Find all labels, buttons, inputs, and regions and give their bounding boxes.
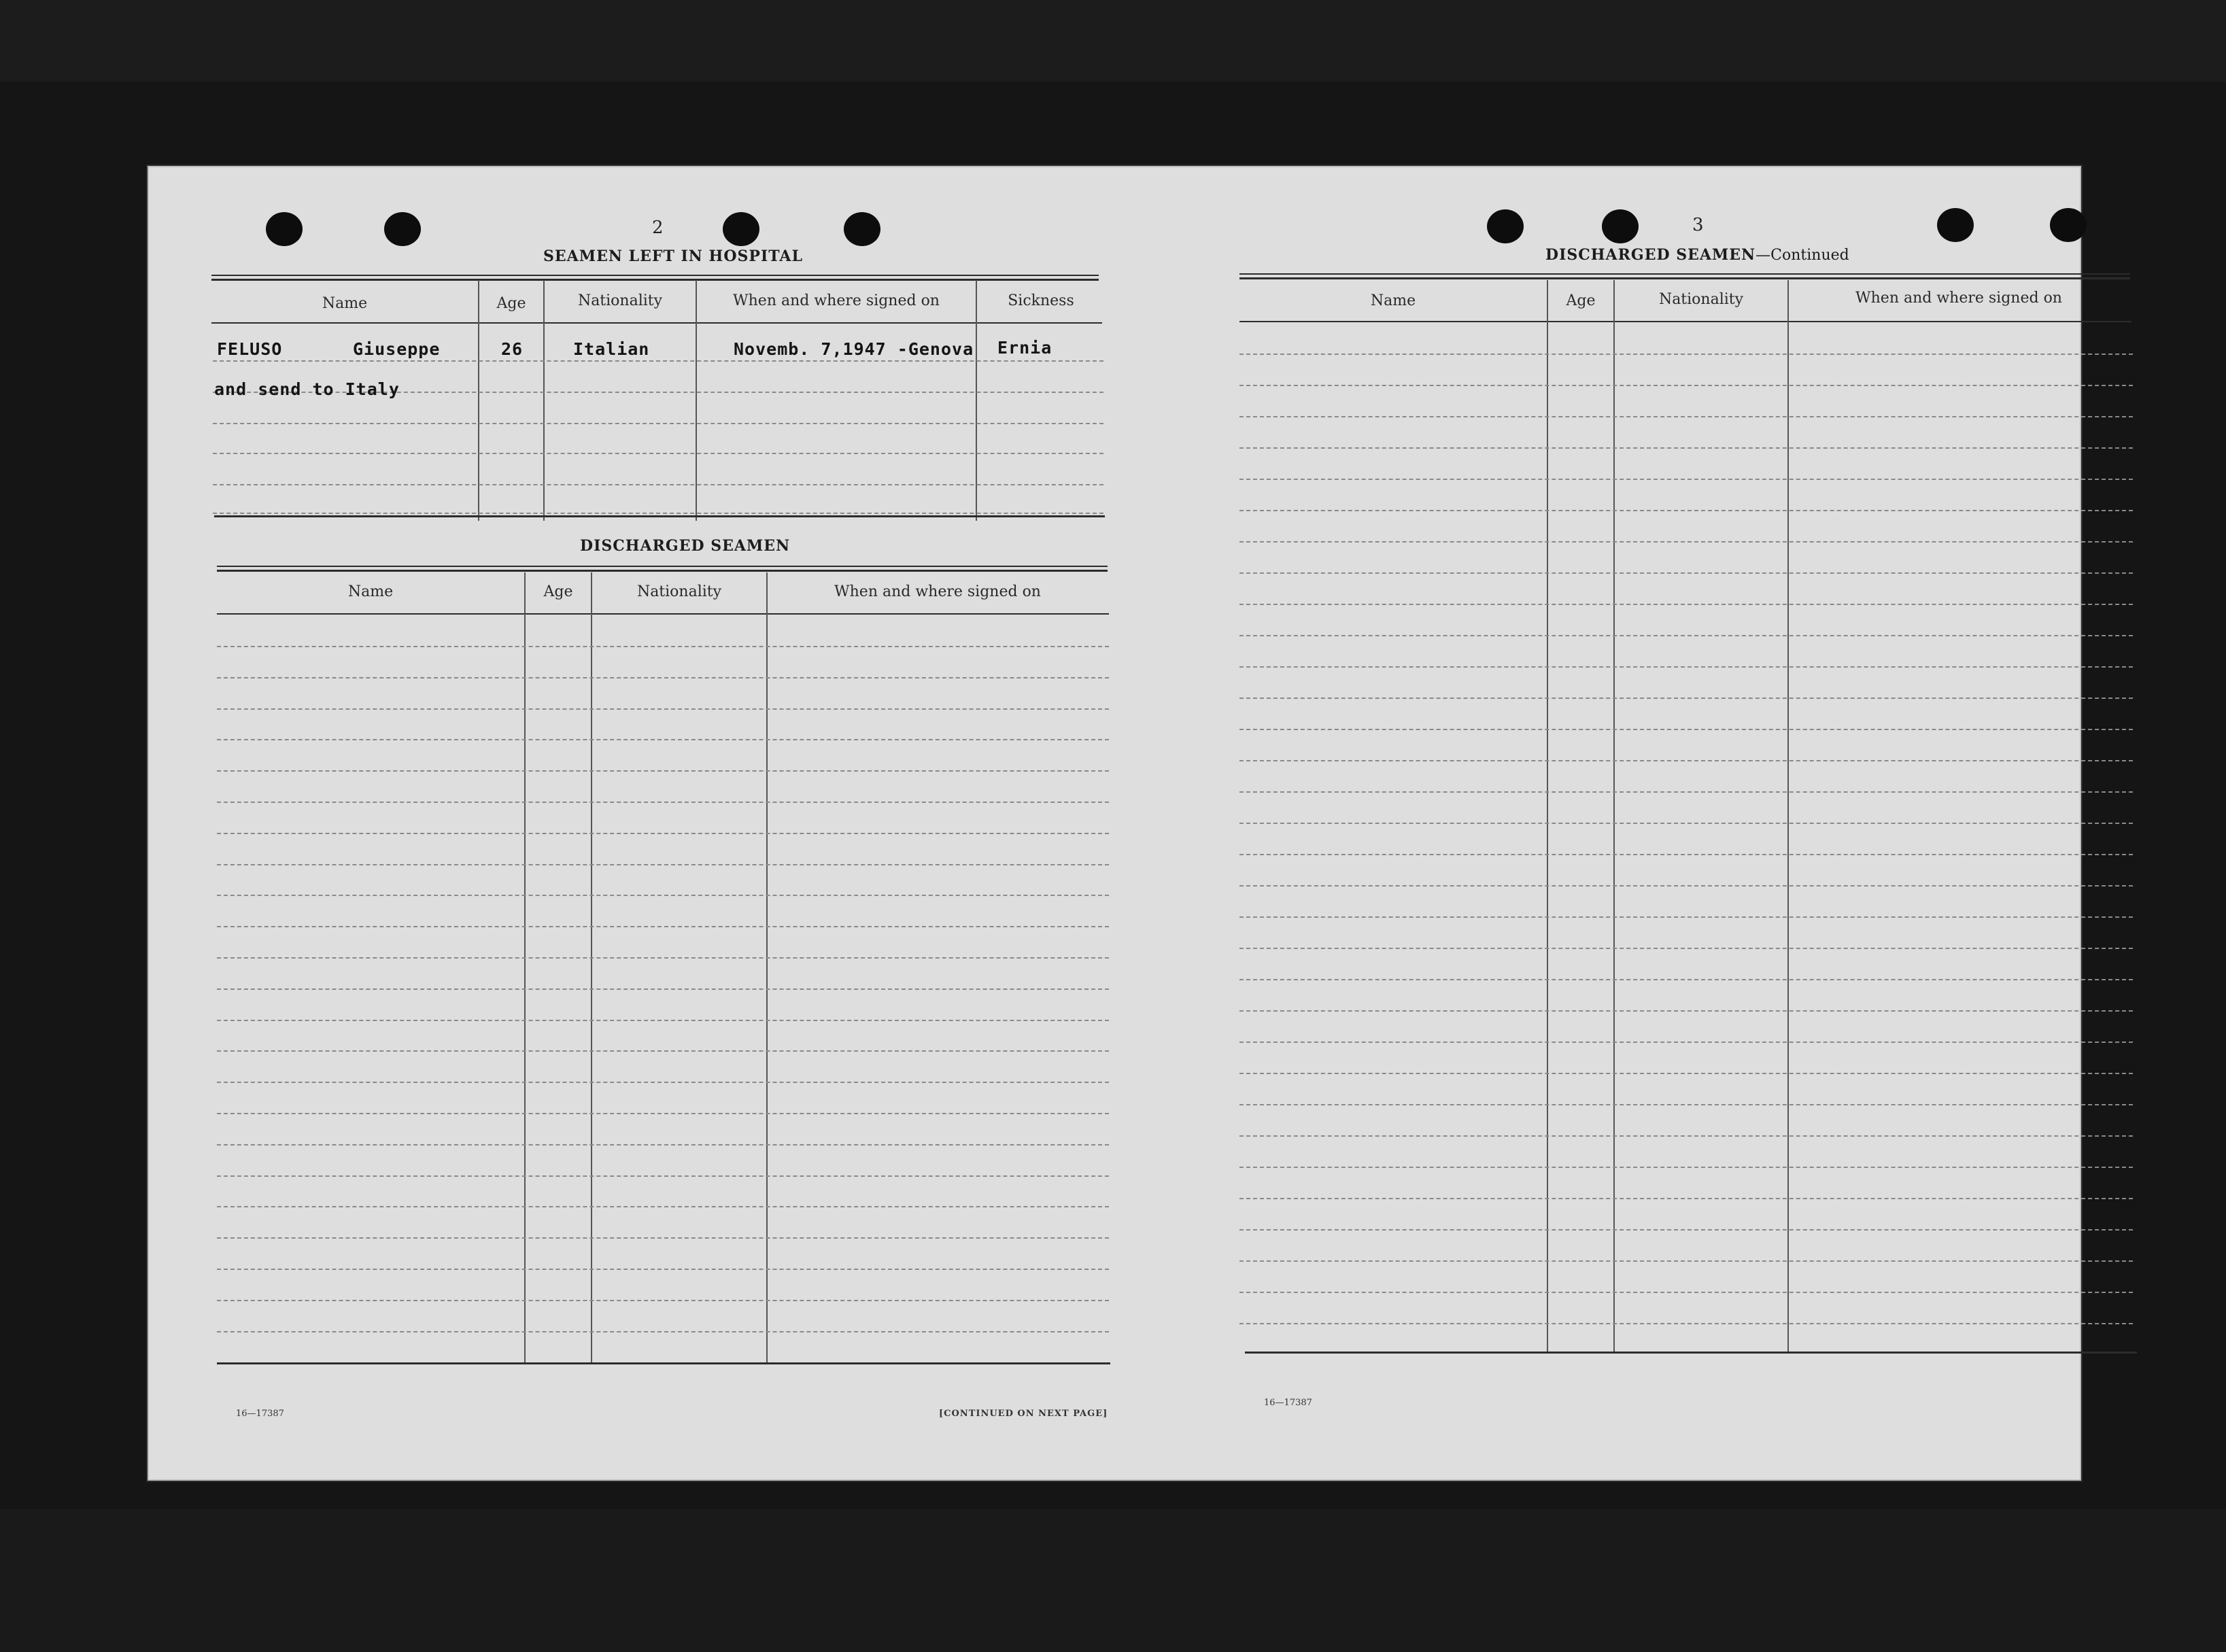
ledger-row-line xyxy=(1239,948,2133,949)
ledger-row-line xyxy=(217,957,1109,959)
punch-hole xyxy=(384,212,421,246)
right-section-title xyxy=(1545,246,1849,264)
ledger-sheet xyxy=(148,166,2081,1481)
ledger-row-line xyxy=(1239,979,2133,980)
punch-hole xyxy=(1487,209,1524,243)
ledger-row-line xyxy=(1239,760,2133,761)
right-top-rule xyxy=(1239,273,2130,275)
ledger-row-line xyxy=(1239,1260,2133,1262)
ledger-row-line xyxy=(217,1144,1109,1146)
punch-hole xyxy=(723,212,759,246)
ledger-row-line xyxy=(1239,1167,2133,1168)
ledger-row-line xyxy=(217,988,1109,990)
ledger-row-line xyxy=(1239,1104,2133,1105)
right-section-title-main: DISCHARGED SEAMEN xyxy=(1545,246,1756,264)
ledger-row-line xyxy=(1239,698,2133,699)
discharged-header-nationality: Nationality xyxy=(636,583,722,600)
ledger-row-line xyxy=(1239,1042,2133,1043)
ledger-row-line xyxy=(1239,666,2133,668)
punch-hole xyxy=(844,212,880,246)
ledger-row-line xyxy=(1239,604,2133,605)
hospital-entry-age: 26 xyxy=(501,339,524,359)
right-form-number: 16—17387 xyxy=(1264,1398,1312,1408)
ledger-row-line xyxy=(217,895,1109,896)
discharged-column-divider xyxy=(524,572,526,1362)
ledger-row-line xyxy=(217,802,1109,803)
discharged-column-divider xyxy=(766,572,768,1362)
ledger-row-line xyxy=(1239,510,2133,511)
right-header-age: Age xyxy=(1566,292,1596,309)
ledger-row-line xyxy=(1239,1135,2133,1137)
ledger-row-line xyxy=(1239,1010,2133,1012)
right-section-title-suffix: —Continued xyxy=(1756,247,1849,264)
ledger-row-line xyxy=(1239,635,2133,636)
hospital-top-rule xyxy=(211,279,1099,281)
right-page-number: 3 xyxy=(1692,215,1704,235)
ledger-row-line xyxy=(217,1082,1109,1083)
ledger-row-line xyxy=(1239,885,2133,887)
ledger-row-line xyxy=(217,677,1109,678)
ledger-row-line xyxy=(217,926,1109,927)
right-header-rule xyxy=(1239,321,2131,322)
hospital-row-line xyxy=(213,453,1103,454)
ledger-row-line xyxy=(1239,916,2133,918)
continued-note: [CONTINUED ON NEXT PAGE] xyxy=(939,1409,1108,1419)
ledger-row-line xyxy=(1239,1229,2133,1231)
ledger-row-line xyxy=(217,708,1109,710)
ledger-row-line xyxy=(1239,1292,2133,1293)
ledger-row-line xyxy=(217,1050,1109,1052)
left-form-number: 16—17387 xyxy=(236,1409,284,1419)
hospital-section-title: SEAMEN LEFT IN HOSPITAL xyxy=(543,247,803,265)
hospital-row-line xyxy=(213,360,1103,362)
ledger-row-line xyxy=(1239,541,2133,543)
hospital-entry-sickness: Ernia xyxy=(997,338,1052,358)
hospital-row-line xyxy=(213,484,1103,485)
discharged-section-title: DISCHARGED SEAMEN xyxy=(580,537,791,555)
hospital-row-line xyxy=(213,513,1103,514)
ledger-row-line xyxy=(1239,729,2133,730)
discharged-header-name: Name xyxy=(347,583,394,600)
hospital-header-rule xyxy=(211,322,1102,324)
right-column-divider xyxy=(1787,280,1789,1352)
discharged-bottom-rule xyxy=(217,1362,1110,1364)
ledger-row-line xyxy=(217,770,1109,772)
right-column-divider xyxy=(1613,280,1615,1352)
ledger-row-line xyxy=(1239,354,2133,355)
discharged-header-rule xyxy=(217,613,1109,615)
ledger-row-line xyxy=(1239,1073,2133,1074)
right-top-rule xyxy=(1239,277,2130,279)
ledger-row-line xyxy=(217,1237,1109,1239)
discharged-header-signed-on: When and where signed on xyxy=(834,583,1041,600)
ledger-row-line xyxy=(217,1206,1109,1207)
hospital-bottom-rule xyxy=(214,515,1105,517)
right-header-name: Name xyxy=(1370,292,1416,309)
hospital-entry-nationality: Italian xyxy=(573,339,650,359)
right-column-divider xyxy=(1547,280,1548,1352)
ledger-row-line xyxy=(1239,447,2133,449)
ledger-row-line xyxy=(217,1020,1109,1021)
discharged-column-divider xyxy=(591,572,592,1362)
punch-hole xyxy=(1602,209,1639,243)
hospital-row-line xyxy=(213,423,1103,424)
ledger-row-line xyxy=(217,864,1109,865)
right-bottom-rule xyxy=(1245,1352,2137,1354)
ledger-row-line xyxy=(217,646,1109,647)
ledger-row-line xyxy=(217,1300,1109,1301)
hospital-header-age: Age xyxy=(496,295,526,312)
hospital-header-name: Name xyxy=(322,295,368,312)
punch-hole xyxy=(2050,208,2087,242)
ledger-row-line xyxy=(217,739,1109,740)
hospital-entry-signed-on: Novemb. 7,1947 -Genova xyxy=(734,339,974,359)
ledger-row-line xyxy=(1239,1198,2133,1199)
ledger-row-line xyxy=(1239,823,2133,824)
ledger-row-line xyxy=(1239,416,2133,417)
right-header-nationality: Nationality xyxy=(1658,291,1744,308)
punch-hole xyxy=(266,212,303,246)
left-page-number: 2 xyxy=(652,218,664,238)
hospital-entry-note: and send to Italy xyxy=(214,379,400,399)
ledger-row-line xyxy=(217,1331,1109,1332)
ledger-row-line xyxy=(1239,1323,2133,1324)
hospital-top-rule xyxy=(211,275,1099,276)
discharged-top-rule xyxy=(217,570,1108,572)
ledger-row-line xyxy=(217,1269,1109,1270)
ledger-row-line xyxy=(217,1113,1109,1114)
right-header-signed-on: When and where signed on xyxy=(1855,290,2062,307)
ledger-row-line xyxy=(217,1175,1109,1177)
ledger-row-line xyxy=(1239,854,2133,855)
hospital-header-sickness: Sickness xyxy=(1008,292,1074,309)
hospital-header-nationality: Nationality xyxy=(577,292,663,309)
punch-hole xyxy=(1937,208,1974,242)
discharged-header-age: Age xyxy=(543,583,573,600)
ledger-row-line xyxy=(1239,791,2133,793)
ledger-row-line xyxy=(1239,572,2133,574)
discharged-top-rule xyxy=(217,566,1108,567)
ledger-row-line xyxy=(1239,385,2133,386)
ledger-row-line xyxy=(217,833,1109,834)
ledger-row-line xyxy=(1239,479,2133,480)
hospital-entry-surname: FELUSO xyxy=(217,339,283,359)
hospital-header-signed-on: When and where signed on xyxy=(733,292,940,309)
hospital-entry-given-name: Giuseppe xyxy=(353,339,441,359)
